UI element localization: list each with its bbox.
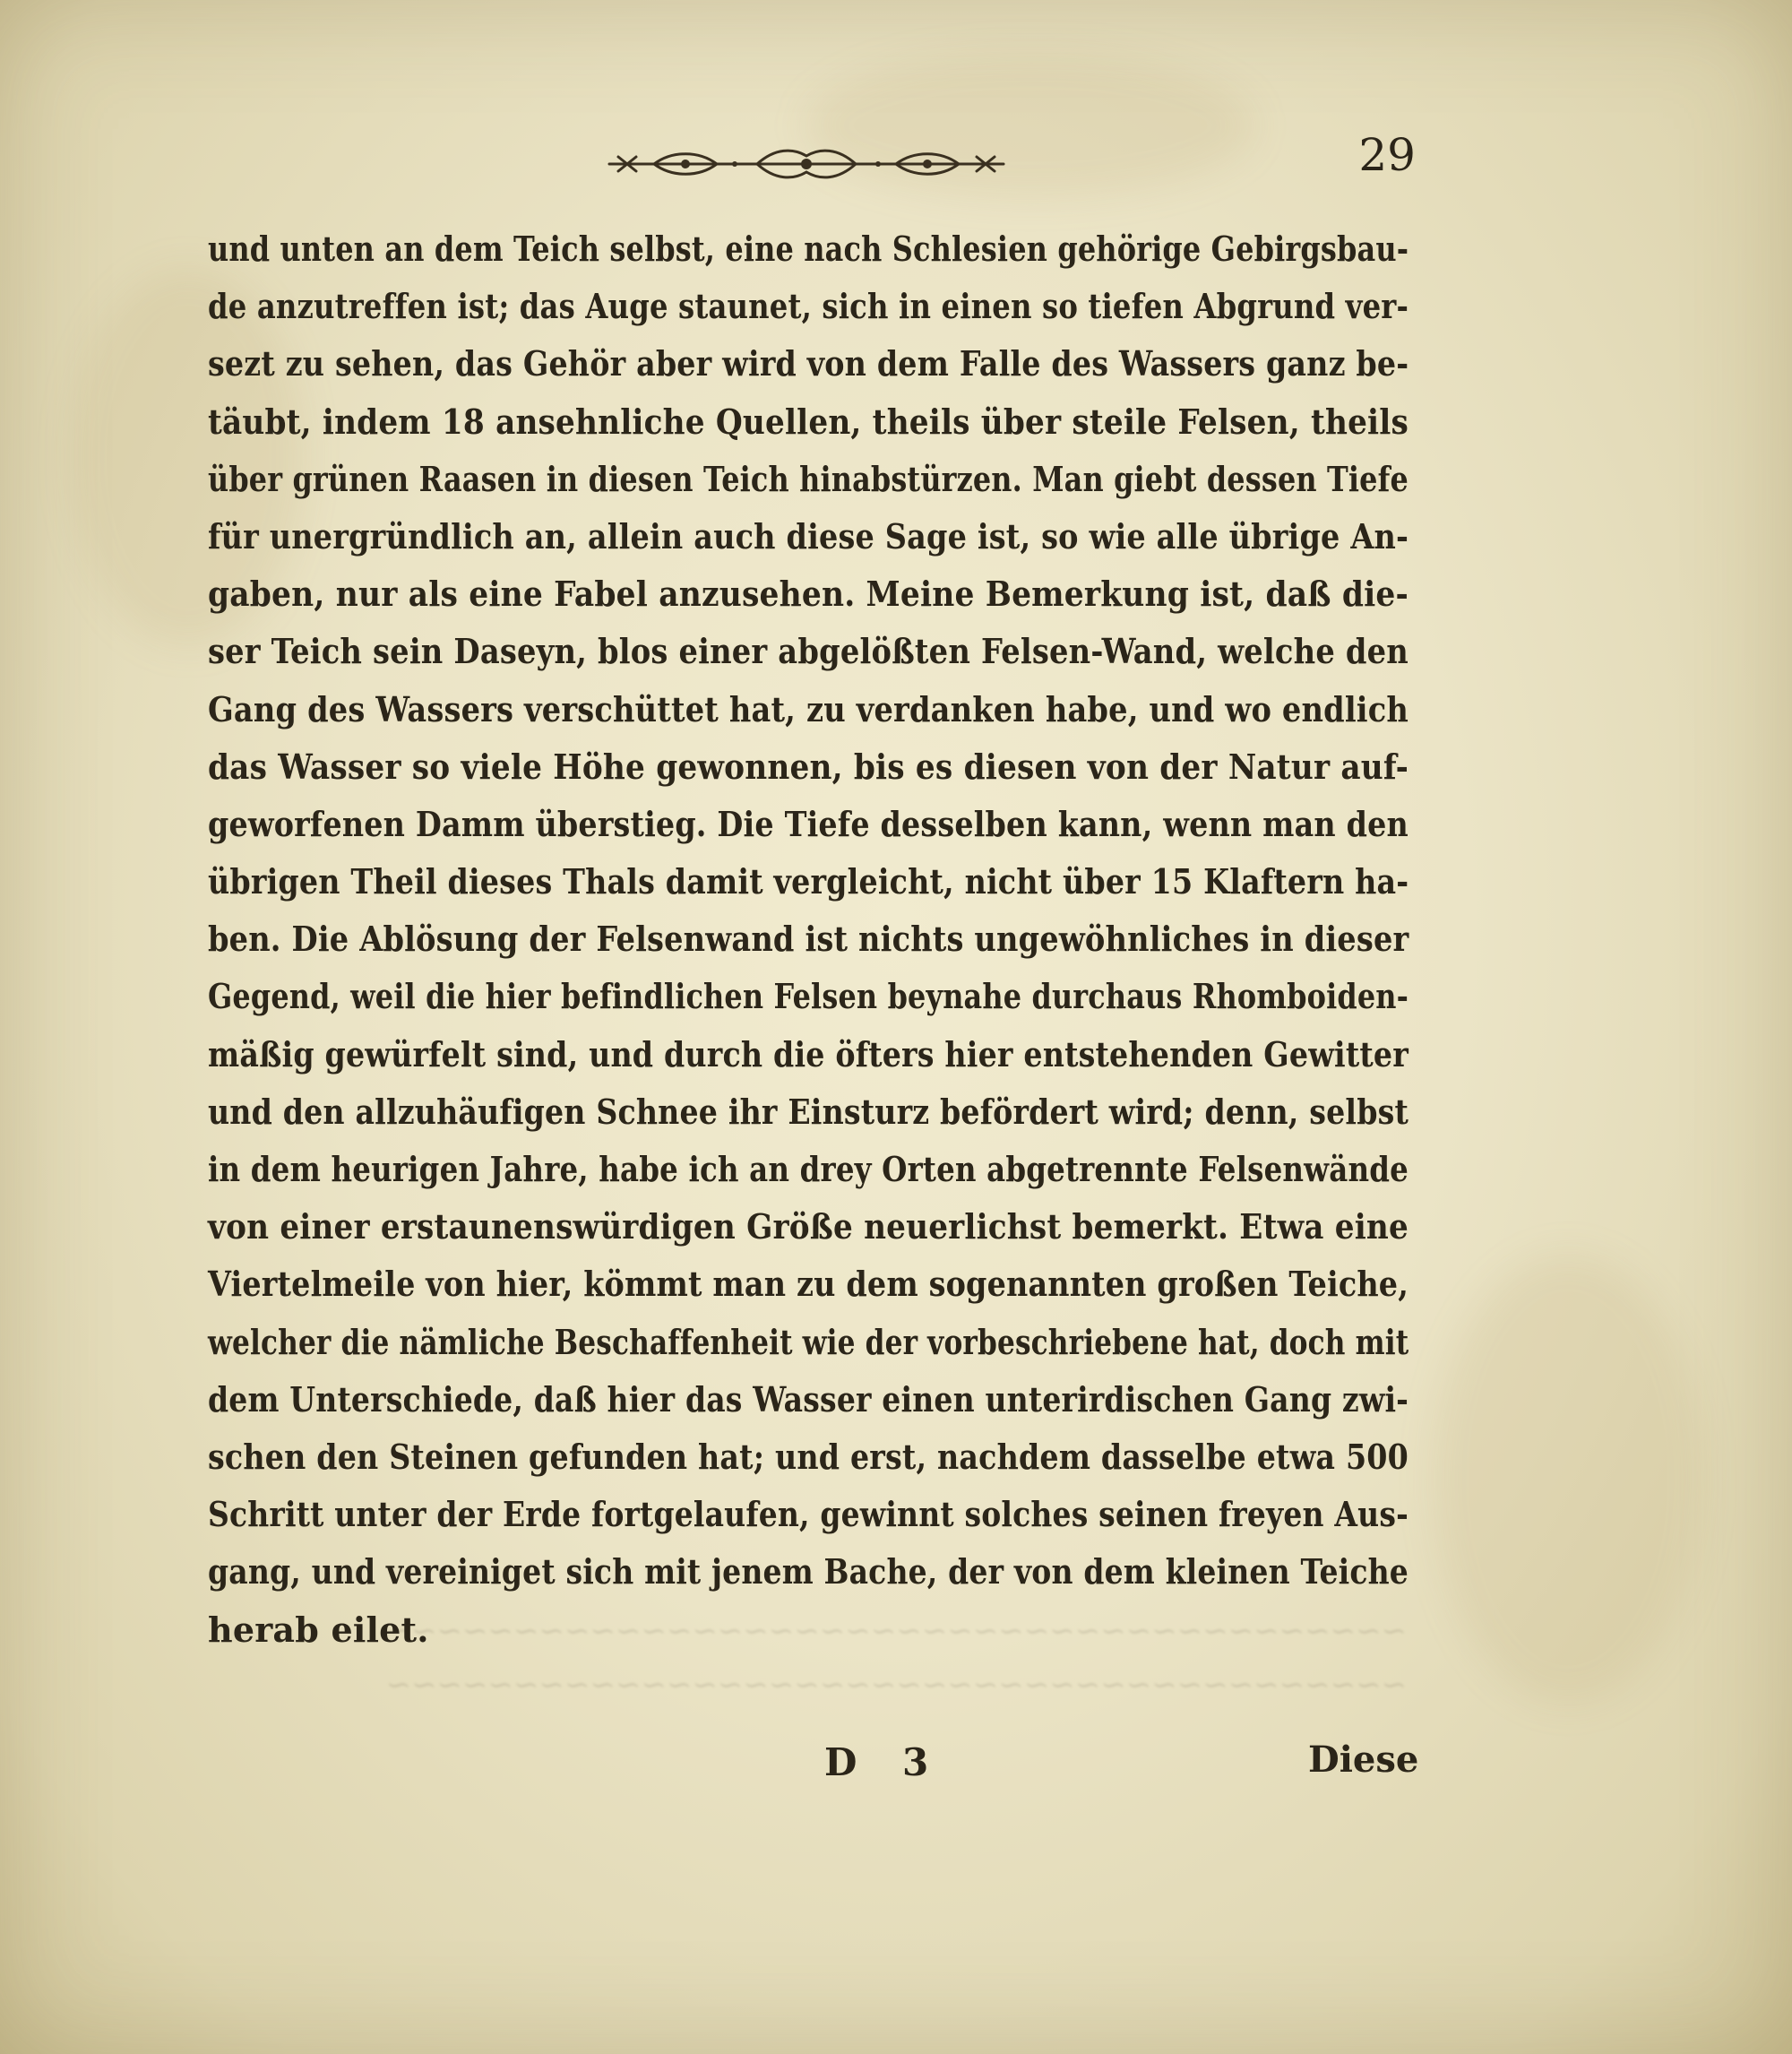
text-line: gang, und vereiniget sich mit jenem Bache, der von dem kleinen Teiche bbox=[208, 1551, 1409, 1592]
text-line: täubt, indem 18 ansehnliche Quellen, theils über steile Felsen, theils bbox=[208, 401, 1409, 442]
text-line: in dem heurigen Jahre, habe ich an drey Orten abgetrennte Felsenwände bbox=[208, 1149, 1409, 1189]
text-line: Schritt unter der Erde fortgelaufen, gewinnt solches seinen freyen Aus- bbox=[208, 1494, 1409, 1535]
text-line: geworfenen Damm überstieg. Die Tiefe desselben kann, wenn man den bbox=[208, 803, 1409, 844]
text-line: dem Unterschiede, daß hier das Wasser einen unterirdischen Gang zwi- bbox=[208, 1378, 1409, 1420]
text-line: Viertelmeile von hier, kömmt man zu dem sogenannten großen Teiche, bbox=[208, 1264, 1409, 1305]
text-line: und den allzuhäufigen Schnee ihr Einsturz befördert wird; denn, selbst bbox=[208, 1091, 1409, 1132]
body-text bbox=[208, 220, 1409, 1659]
page-number: 29 bbox=[1358, 129, 1416, 181]
text-line: übrigen Theil dieses Thals damit vergleicht, nicht über 15 Klaftern ha- bbox=[208, 861, 1409, 902]
header-ornament bbox=[600, 143, 1012, 185]
paper-stain bbox=[1434, 1255, 1702, 1703]
catchword: Diese bbox=[1308, 1739, 1419, 1781]
text-line: und unten an dem Teich selbst, eine nach Schlesien gehörige Gebirgsbau- bbox=[208, 229, 1409, 269]
text-line: von einer erstaunenswürdigen Größe neuerlichst bemerkt. Etwa eine bbox=[208, 1206, 1409, 1247]
text-line: das Wasser so viele Höhe gewonnen, bis es diesen von der Natur auf- bbox=[208, 746, 1409, 787]
text-line: Gegend, weil die hier befindlichen Felsen beynahe durchaus Rhomboiden- bbox=[208, 976, 1409, 1017]
text-line: sezt zu sehen, das Gehör aber wird von dem Falle des Wassers ganz be- bbox=[208, 343, 1409, 384]
text-line: mäßig gewürfelt sind, und durch die öfters hier entstehenden Gewitter bbox=[208, 1033, 1409, 1074]
text-line: gaben, nur als eine Fabel anzusehen. Meine Bemerkung ist, daß die- bbox=[208, 574, 1409, 615]
bleed-through-text: ~~~~~~~~~~~~~~~~~~~~~~~~~~~~~~~~~~~~~~~~ ~~~~~~~~~~~~~~~~~~~~~~~~~~~~~~~~~~~~~~~~ bbox=[385, 1613, 1407, 1703]
text-line: herab eilet. bbox=[208, 1609, 429, 1650]
text-line: für unergründlich an, allein auch diese Sage ist, so wie alle übrige An- bbox=[208, 515, 1409, 557]
text-line: schen den Steinen gefunden hat; und erst, nachdem dasselbe etwa 500 bbox=[208, 1436, 1409, 1477]
text-line: ben. Die Ablösung der Felsenwand ist nichts ungewöhnliches in dieser bbox=[208, 919, 1409, 960]
text-line: Gang des Wassers verschüttet hat, zu verdanken habe, und wo endlich bbox=[208, 688, 1409, 729]
text-line: welcher die nämliche Beschaffenheit wie der vorbeschriebene hat, doch mit bbox=[208, 1321, 1409, 1362]
signature-mark: D 3 bbox=[824, 1740, 945, 1784]
text-line: de anzutreffen ist; das Auge staunet, sich in einen so tiefen Abgrund ver- bbox=[208, 286, 1409, 327]
text-line: über grünen Raasen in diesen Teich hinabstürzen. Man giebt dessen Tiefe bbox=[208, 458, 1409, 499]
text-line: ser Teich sein Daseyn, blos einer abgelößten Felsen-Wand, welche den bbox=[208, 631, 1409, 672]
